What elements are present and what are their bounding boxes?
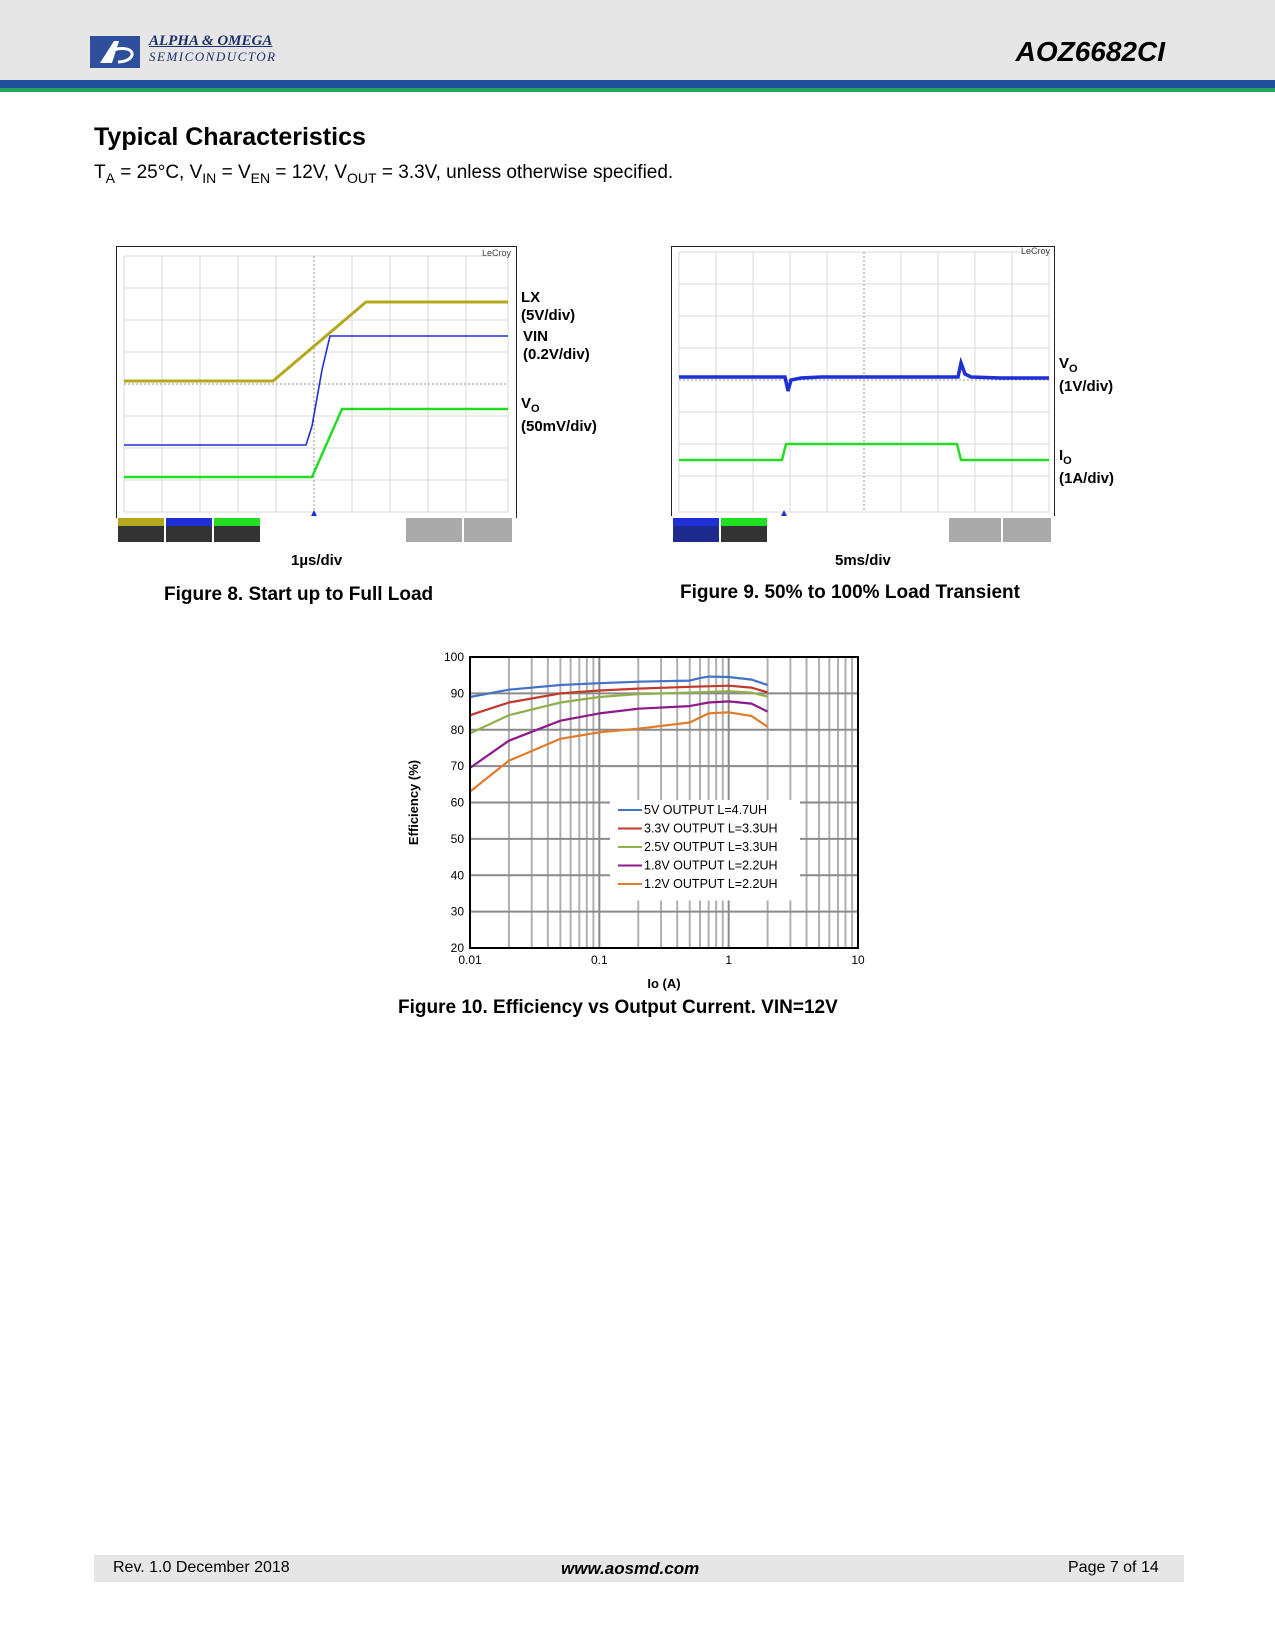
- efficiency-chart: [395, 640, 895, 1000]
- figure8-caption: Figure 8. Start up to Full Load: [164, 584, 434, 605]
- y-tick-label: 90: [450, 686, 464, 701]
- section-title: Typical Characteristics: [94, 123, 366, 151]
- figure9-time-scale: 5ms/div: [835, 552, 891, 569]
- y-tick-label: 30: [450, 904, 464, 919]
- figure9-caption: Figure 9. 50% to 100% Load Transient: [680, 582, 1020, 603]
- y-tick-label: 40: [450, 868, 464, 883]
- legend-label: 1.8V OUTPUT L=2.2UH: [644, 858, 778, 873]
- header-blue-rule: [0, 80, 1275, 88]
- footer-page-number: Page 7 of 14: [1068, 1559, 1159, 1576]
- part-number: AOZ6682CI: [1015, 36, 1165, 67]
- figure8-time-scale: 1µs/div: [291, 552, 343, 569]
- figure9-io-label: $I_O$ (1A/div): [1059, 447, 1115, 487]
- figure10-caption: Figure 10. Efficiency vs Output Current. VIN=12V: [398, 997, 838, 1018]
- figure8-vin-label: VIN (0.2V/div): [523, 328, 590, 363]
- y-tick-label: 60: [450, 795, 464, 810]
- company-name: ALPHA & OMEGA: [149, 33, 273, 49]
- figure8-lx-label: LX (5V/div): [521, 289, 576, 324]
- figure8-scope-brand: LeCroy: [482, 248, 512, 258]
- legend-label: 2.5V OUTPUT L=3.3UH: [644, 840, 778, 854]
- figure9-scope-brand: LeCroy: [1021, 246, 1051, 256]
- y-tick-label: 50: [450, 831, 464, 846]
- x-tick-label: 0.1: [590, 953, 608, 967]
- x-axis-title: Io (A): [647, 976, 681, 991]
- test-conditions: $T_A = 25^\circ C$, $V_{IN} = V_{EN} = 12V$, $V_{OUT} = 3.3V$, unless otherwise specified.: [94, 162, 674, 186]
- figure8-vo-label: $V_O$ (50mV/div): [521, 395, 597, 435]
- footer-website[interactable]: www.aosmd.com: [561, 1559, 700, 1578]
- y-tick-label: 80: [450, 722, 464, 737]
- legend-label: 3.3V OUTPUT L=3.3UH: [644, 821, 778, 836]
- x-tick-label: 1: [725, 953, 733, 967]
- header-green-rule: [0, 88, 1275, 92]
- x-tick-label: 10: [851, 953, 865, 967]
- figure9-scope-screen: [671, 246, 1055, 546]
- figure8-scope-screen: [116, 246, 517, 546]
- company-subtitle: SEMICONDUCTOR: [149, 49, 277, 64]
- y-axis-title: Efficiency (%): [406, 759, 421, 846]
- ao-logo-icon: [90, 36, 140, 68]
- y-tick-label: 70: [450, 759, 464, 774]
- figure9-vo-label: $V_O$ (1V/div): [1059, 355, 1114, 395]
- legend-label: 5V OUTPUT L=4.7UH: [644, 803, 768, 817]
- y-tick-label: 20: [450, 941, 464, 955]
- chart-legend: [610, 800, 800, 901]
- x-tick-label: 0.01: [458, 953, 482, 967]
- legend-label: 1.2V OUTPUT L=2.2UH: [644, 877, 778, 891]
- y-tick-label: 100: [443, 650, 464, 664]
- footer-revision: Rev. 1.0 December 2018: [113, 1559, 290, 1576]
